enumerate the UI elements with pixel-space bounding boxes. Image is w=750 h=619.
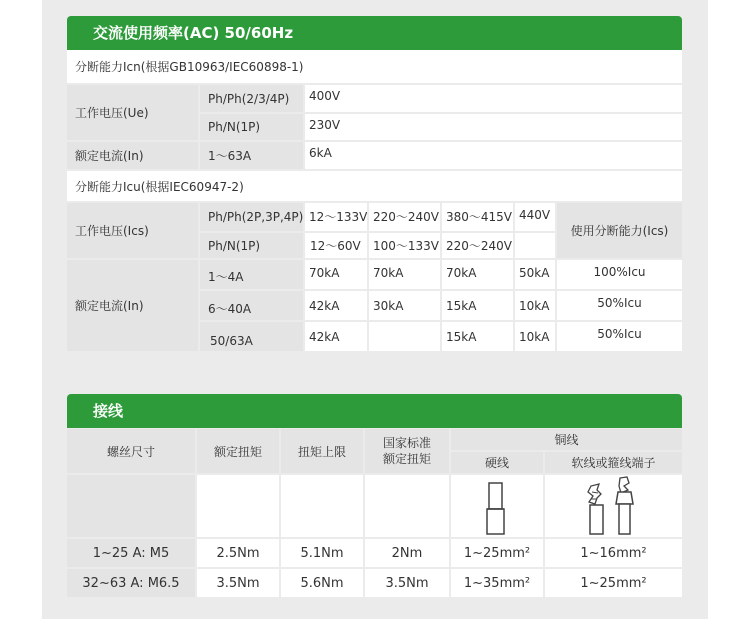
icu-voltage-type: Ph/N(1P)	[200, 233, 303, 258]
icu-current-value: 70kA	[369, 260, 440, 289]
col-national-line1: 国家标准	[382, 436, 431, 450]
row-max-torque: 5.1Nm	[281, 539, 363, 567]
icu-voltage-value: 220～240V	[369, 203, 440, 231]
icn-current-label: 额定电流(In)	[67, 142, 198, 169]
icon-row-label	[67, 475, 195, 537]
icu-current-value	[369, 322, 440, 351]
icu-ics-value: 50%Icu	[557, 291, 682, 320]
icu-current-label: 额定电流(In)	[67, 260, 198, 351]
col-soft-wire: 软线或箍线端子	[545, 452, 682, 473]
ferrule-wire-icon	[612, 474, 638, 536]
icu-voltage-value: 12～60V	[305, 233, 367, 258]
icu-current-value: 70kA	[305, 260, 367, 289]
row-max-torque: 5.6Nm	[281, 569, 363, 597]
section-title-ac-frequency: 交流使用频率(AC) 50/60Hz	[67, 16, 682, 50]
icu-current-value: 10kA	[515, 322, 555, 351]
icu-current-range: 50/63A	[200, 322, 303, 351]
icu-current-value: 10kA	[515, 291, 555, 320]
col-screw-size: 螺丝尺寸	[67, 429, 195, 473]
icu-current-value: 42kA	[305, 291, 367, 320]
icn-current-value: 6kA	[305, 142, 682, 169]
icu-current-value: 50kA	[515, 260, 555, 289]
row-screw-size: 1~25 A: M5	[67, 539, 195, 567]
icn-row-type: Ph/Ph(2/3/4P)	[200, 85, 303, 112]
col-hard-wire: 硬线	[451, 452, 543, 473]
solid-wire-icon	[483, 480, 509, 536]
col-max-torque: 扭矩上限	[281, 429, 363, 473]
ics-header: 使用分断能力(Ics)	[557, 203, 682, 258]
icu-voltage-value	[515, 233, 555, 258]
col-national-line2: 额定扭矩	[382, 452, 431, 466]
row-soft-wire: 1~25mm²	[545, 569, 682, 597]
icu-voltage-type: Ph/Ph(2P,3P,4P)	[200, 203, 303, 231]
row-screw-size: 32~63 A: M6.5	[67, 569, 195, 597]
row-hard-wire: 1~35mm²	[451, 569, 543, 597]
col-rated-torque: 额定扭矩	[197, 429, 279, 473]
icn-voltage-label: 工作电压(Ue)	[67, 85, 198, 140]
icu-voltage-value: 100～133V	[369, 233, 440, 258]
row-rated-torque: 2.5Nm	[197, 539, 279, 567]
icn-current-range: 1～63A	[200, 142, 303, 169]
section-title-wiring: 接线	[67, 394, 682, 428]
col-national-standard	[365, 429, 449, 473]
icu-current-range: 6～40A	[200, 291, 303, 320]
icon-row-cell	[281, 475, 363, 537]
icu-current-value: 15kA	[442, 291, 513, 320]
icon-row-cell	[197, 475, 279, 537]
icu-ics-value: 50%Icu	[557, 322, 682, 351]
icu-voltage-value: 220～240V	[442, 233, 513, 258]
col-copper-wire: 铜线	[451, 429, 682, 450]
icu-current-value: 30kA	[369, 291, 440, 320]
icn-row-value: 400V	[305, 85, 682, 112]
icu-current-value: 15kA	[442, 322, 513, 351]
icu-voltage-value: 440V	[515, 203, 555, 231]
icn-heading: 分断能力Icn(根据GB10963/IEC60898-1)	[67, 50, 682, 83]
icn-row-value: 230V	[305, 114, 682, 140]
icu-ics-value: 100%Icu	[557, 260, 682, 289]
row-rated-torque: 3.5Nm	[197, 569, 279, 597]
stranded-wire-icon	[584, 478, 610, 536]
row-national-torque: 3.5Nm	[365, 569, 449, 597]
row-hard-wire: 1~25mm²	[451, 539, 543, 567]
icu-voltage-value: 12～133V	[305, 203, 367, 231]
icu-current-range: 1～4A	[200, 260, 303, 289]
icu-voltage-value: 380～415V	[442, 203, 513, 231]
icn-row-type: Ph/N(1P)	[200, 114, 303, 140]
icu-heading: 分断能力Icu(根据IEC60947-2)	[67, 171, 682, 201]
icon-row-cell	[365, 475, 449, 537]
icu-current-value: 42kA	[305, 322, 367, 351]
icu-voltage-label: 工作电压(Ics)	[67, 203, 198, 258]
icu-current-value: 70kA	[442, 260, 513, 289]
row-national-torque: 2Nm	[365, 539, 449, 567]
row-soft-wire: 1~16mm²	[545, 539, 682, 567]
